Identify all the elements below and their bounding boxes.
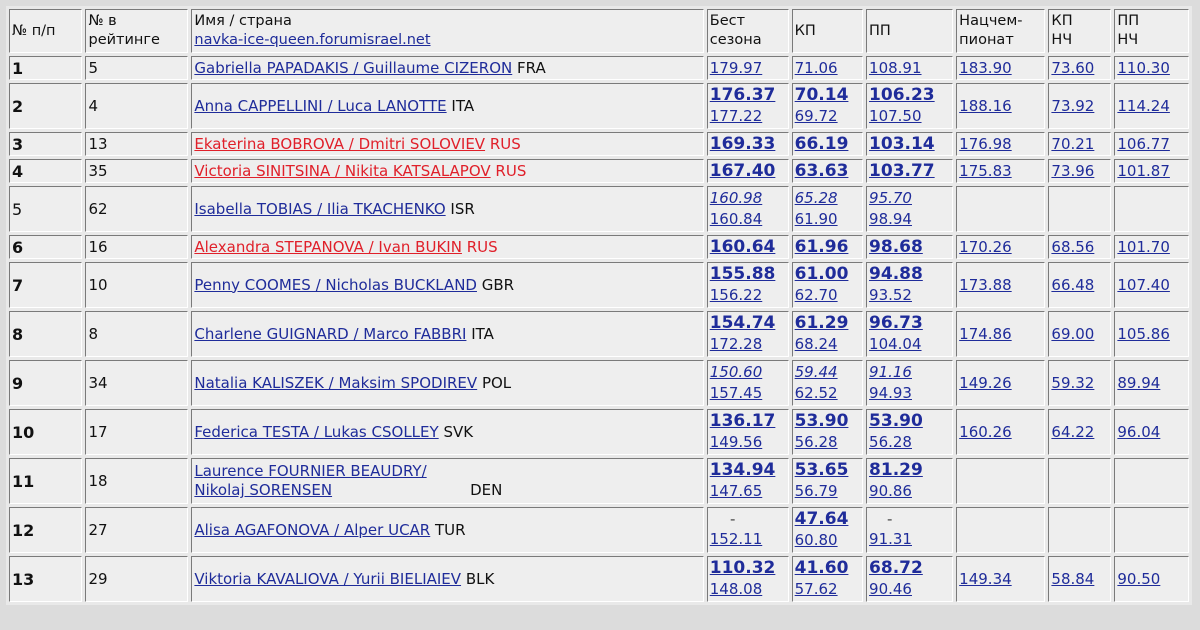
- header-rank: № в рейтинге: [85, 9, 188, 53]
- country-code: POL: [481, 373, 512, 392]
- pp-nat-cell: [1114, 458, 1189, 504]
- kp-nat-cell: [1048, 360, 1111, 406]
- nat-cell: [956, 186, 1045, 232]
- best-cell: [707, 186, 789, 232]
- best-cell: [707, 56, 789, 80]
- kp-nat-link[interactable]: 70.21: [1051, 134, 1095, 153]
- name-cell: [191, 311, 703, 357]
- pp-link[interactable]: 96.73: [869, 313, 923, 333]
- best-link-2[interactable]: 156.22: [709, 286, 763, 304]
- rank-cell: 4: [85, 83, 188, 129]
- pair-link-2[interactable]: Nikolaj SORENSEN: [194, 481, 333, 499]
- kp-cell: [792, 556, 863, 602]
- pp-nat-cell: [1114, 159, 1189, 183]
- best-link[interactable]: 179.97: [709, 58, 763, 77]
- kp-cell: [792, 311, 863, 357]
- best-cell: [707, 83, 789, 129]
- kp-link[interactable]: 61.29: [794, 313, 849, 333]
- pp-nat-cell: [1114, 360, 1189, 406]
- kp-nat-link[interactable]: 66.48: [1051, 275, 1095, 294]
- pp-cell: [866, 83, 953, 129]
- kp-nat-cell: [1048, 56, 1111, 80]
- pp-nat-cell: [1114, 56, 1189, 80]
- ice-dance-standings-table: [6, 6, 1192, 605]
- kp-link[interactable]: 41.60: [794, 558, 849, 578]
- nat-cell: [956, 262, 1045, 308]
- best-cell: [707, 132, 789, 156]
- country-code: ISR: [450, 199, 475, 218]
- kp-link[interactable]: 61.00: [794, 264, 849, 284]
- rank-cell: 17: [85, 409, 188, 455]
- kp-cell: [792, 360, 863, 406]
- kp-cell: [792, 507, 863, 553]
- pp-cell: [866, 556, 953, 602]
- best-link[interactable]: 136.17: [709, 411, 776, 431]
- pp-nat-cell: [1114, 556, 1189, 602]
- pp-link[interactable]: 106.23: [869, 85, 935, 105]
- best-link[interactable]: 110.32: [709, 558, 776, 578]
- country-code: DEN: [470, 481, 503, 499]
- pp-cell: [866, 235, 953, 259]
- nat-cell: [956, 132, 1045, 156]
- pp-link[interactable]: 53.90: [869, 411, 923, 431]
- kp-link[interactable]: 65.28: [794, 189, 838, 207]
- kp-nat-cell: [1048, 235, 1111, 259]
- kp-cell: [792, 186, 863, 232]
- pair-link[interactable]: Penny COOMES / Nicholas BUCKLAND: [194, 275, 477, 294]
- pp-nat-cell: [1114, 409, 1189, 455]
- kp-link[interactable]: 70.14: [794, 85, 849, 105]
- table-row: [9, 507, 1189, 553]
- kp-link-2[interactable]: 56.28: [794, 433, 838, 451]
- place-cell: 12: [9, 507, 82, 553]
- rank-cell: 5: [85, 56, 188, 80]
- table-row: [9, 262, 1189, 308]
- place-cell: 6: [9, 235, 82, 259]
- nat-link[interactable]: 149.26: [959, 373, 1012, 392]
- rank-cell: 13: [85, 132, 188, 156]
- best-cell: [707, 159, 789, 183]
- header-best: Бест сезона: [707, 9, 789, 53]
- country-code: SVK: [443, 422, 474, 441]
- best-cell: [707, 360, 789, 406]
- pp-cell: [866, 262, 953, 308]
- pair-link[interactable]: Gabriella PAPADAKIS / Guillaume CIZERON: [194, 58, 513, 77]
- kp-link[interactable]: 53.65: [794, 460, 849, 480]
- pp-dash: -: [887, 510, 893, 528]
- place-cell: 5: [9, 186, 82, 232]
- best-link[interactable]: 160.98: [709, 189, 763, 207]
- header-pp: ПП: [866, 9, 953, 53]
- nat-cell: [956, 159, 1045, 183]
- kp-cell: [792, 159, 863, 183]
- kp-cell: [792, 409, 863, 455]
- best-link[interactable]: 154.74: [709, 313, 776, 333]
- kp-nat-cell: [1048, 556, 1111, 602]
- rank-cell: 29: [85, 556, 188, 602]
- pp-link-2[interactable]: 90.46: [869, 580, 912, 598]
- kp-nat-link[interactable]: 64.22: [1051, 422, 1095, 441]
- nat-cell: [956, 458, 1045, 504]
- kp-link[interactable]: 66.19: [794, 133, 849, 154]
- pp-link[interactable]: 95.70: [869, 189, 912, 207]
- name-cell: [191, 458, 703, 504]
- pp-link-2[interactable]: 94.93: [869, 384, 912, 402]
- header-kp: КП: [792, 9, 863, 53]
- pp-link-2[interactable]: 93.52: [869, 286, 912, 304]
- place-cell: 11: [9, 458, 82, 504]
- pair-link[interactable]: Charlene GUIGNARD / Marco FABBRI: [194, 324, 467, 343]
- kp-cell: [792, 83, 863, 129]
- pair-link[interactable]: Natalia KALISZEK / Maksim SPODIREV: [194, 373, 478, 392]
- nat-cell: [956, 83, 1045, 129]
- kp-nat-cell: [1048, 409, 1111, 455]
- kp-link-2[interactable]: 57.62: [794, 580, 838, 598]
- kp-link-2[interactable]: 69.72: [794, 107, 838, 125]
- nat-cell: [956, 235, 1045, 259]
- rank-cell: 16: [85, 235, 188, 259]
- place-cell: 3: [9, 132, 82, 156]
- rank-cell: 27: [85, 507, 188, 553]
- best-cell: [707, 409, 789, 455]
- kp-cell: [792, 262, 863, 308]
- nat-cell: [956, 507, 1045, 553]
- country-code: GBR: [481, 275, 515, 294]
- pair-link[interactable]: Laurence FOURNIER BEAUDRY/: [194, 462, 427, 480]
- header-row: [9, 9, 1189, 53]
- kp-link[interactable]: 71.06: [794, 58, 838, 77]
- rank-cell: 34: [85, 360, 188, 406]
- best-cell: [707, 507, 789, 553]
- table-row: [9, 132, 1189, 156]
- pp-nat-cell: [1114, 311, 1189, 357]
- pp-nat-cell: [1114, 262, 1189, 308]
- nat-link[interactable]: 170.26: [959, 237, 1012, 256]
- best-link[interactable]: 160.64: [709, 236, 776, 257]
- table-row: [9, 409, 1189, 455]
- table-row: [9, 556, 1189, 602]
- best-cell: [707, 262, 789, 308]
- header-name: Имя / страна navka-ice-queen.forumisrael.net: [191, 9, 703, 53]
- pp-nat-link[interactable]: 106.77: [1117, 134, 1170, 153]
- name-cell: [191, 556, 703, 602]
- best-link-2[interactable]: 152.11: [709, 530, 763, 548]
- pp-link[interactable]: 91.16: [869, 363, 912, 381]
- kp-nat-cell: [1048, 262, 1111, 308]
- best-link-2[interactable]: 177.22: [709, 107, 763, 125]
- best-link-2[interactable]: 148.08: [709, 580, 763, 598]
- country-code: RUS: [489, 134, 521, 153]
- kp-nat-cell: [1048, 159, 1111, 183]
- kp-nat-link[interactable]: 73.96: [1051, 161, 1095, 180]
- pp-nat-cell: [1114, 235, 1189, 259]
- nat-link[interactable]: 173.88: [959, 275, 1012, 294]
- header-pp-nat: ПП НЧ: [1114, 9, 1189, 53]
- best-link-2[interactable]: 172.28: [709, 335, 763, 353]
- rank-cell: 10: [85, 262, 188, 308]
- kp-cell: [792, 458, 863, 504]
- nat-cell: [956, 56, 1045, 80]
- kp-nat-cell: [1048, 132, 1111, 156]
- kp-cell: [792, 235, 863, 259]
- name-cell: [191, 56, 703, 80]
- place-cell: 8: [9, 311, 82, 357]
- place-cell: 10: [9, 409, 82, 455]
- name-cell: [191, 186, 703, 232]
- table-row: [9, 458, 1189, 504]
- pp-link-2[interactable]: 56.28: [869, 433, 912, 451]
- nat-link[interactable]: 188.16: [959, 96, 1012, 115]
- pp-cell: [866, 458, 953, 504]
- pp-nat-cell: [1114, 507, 1189, 553]
- best-link[interactable]: 169.33: [709, 133, 776, 154]
- kp-link-2[interactable]: 62.70: [794, 286, 838, 304]
- place-cell: 9: [9, 360, 82, 406]
- nat-link[interactable]: 176.98: [959, 134, 1012, 153]
- table-row: [9, 56, 1189, 80]
- best-link[interactable]: 134.94: [709, 460, 776, 480]
- pair-link[interactable]: Alisa AGAFONOVA / Alper UCAR: [194, 520, 431, 539]
- best-link[interactable]: 155.88: [709, 264, 776, 284]
- name-cell: [191, 360, 703, 406]
- pair-link[interactable]: Isabella TOBIAS / Ilia TKACHENKO: [194, 199, 446, 218]
- pp-nat-cell: [1114, 83, 1189, 129]
- best-link-2[interactable]: 160.84: [709, 210, 763, 228]
- pp-nat-link[interactable]: 101.87: [1117, 161, 1170, 180]
- pp-cell: [866, 507, 953, 553]
- place-cell: 2: [9, 83, 82, 129]
- pp-nat-link[interactable]: 114.24: [1117, 96, 1170, 115]
- kp-nat-cell: [1048, 186, 1111, 232]
- header-nat: Нацчем- пионат: [956, 9, 1045, 53]
- kp-cell: [792, 132, 863, 156]
- best-dash: -: [729, 510, 736, 528]
- kp-link-2[interactable]: 60.80: [794, 531, 838, 549]
- kp-nat-link[interactable]: 59.32: [1051, 373, 1095, 392]
- pp-link[interactable]: 98.68: [869, 236, 923, 257]
- place-cell: 7: [9, 262, 82, 308]
- best-cell: [707, 311, 789, 357]
- pp-nat-link[interactable]: 101.70: [1117, 237, 1170, 256]
- pp-link[interactable]: 103.14: [869, 133, 935, 154]
- pp-nat-link[interactable]: 105.86: [1117, 324, 1170, 343]
- pp-cell: [866, 159, 953, 183]
- kp-link-2[interactable]: 61.90: [794, 210, 838, 228]
- country-code: TUR: [435, 520, 466, 539]
- pp-nat-link[interactable]: 107.40: [1117, 275, 1170, 294]
- pp-cell: [866, 56, 953, 80]
- kp-nat-cell: [1048, 507, 1111, 553]
- pp-link[interactable]: 103.77: [869, 160, 935, 181]
- pair-link[interactable]: Anna CAPPELLINI / Luca LANOTTE: [194, 96, 447, 115]
- best-cell: [707, 556, 789, 602]
- pp-nat-link[interactable]: 110.30: [1117, 58, 1170, 77]
- kp-nat-link[interactable]: 69.00: [1051, 324, 1095, 343]
- name-cell: [191, 132, 703, 156]
- pp-link[interactable]: 81.29: [869, 460, 923, 480]
- name-cell: [191, 159, 703, 183]
- best-link-2[interactable]: 149.56: [709, 433, 763, 451]
- table-row: [9, 186, 1189, 232]
- pair-link[interactable]: Federica TESTA / Lukas CSOLLEY: [194, 422, 439, 441]
- table-row: [9, 311, 1189, 357]
- kp-nat-cell: [1048, 458, 1111, 504]
- table-row: [9, 159, 1189, 183]
- kp-nat-link[interactable]: 73.60: [1051, 58, 1095, 77]
- country-code: RUS: [495, 161, 527, 180]
- table-row: [9, 360, 1189, 406]
- pair-link[interactable]: Alexandra STEPANOVA / Ivan BUKIN: [194, 237, 462, 256]
- results-table-container: [6, 6, 1192, 626]
- kp-link[interactable]: 63.63: [794, 160, 849, 181]
- kp-link-2[interactable]: 56.79: [794, 482, 838, 500]
- pp-cell: [866, 132, 953, 156]
- name-cell: [191, 262, 703, 308]
- name-cell: [191, 507, 703, 553]
- kp-link[interactable]: 61.96: [794, 236, 849, 257]
- pp-nat-cell: [1114, 132, 1189, 156]
- table-row: [9, 83, 1189, 129]
- rank-cell: 18: [85, 458, 188, 504]
- pp-cell: [866, 186, 953, 232]
- pp-nat-link[interactable]: 89.94: [1117, 373, 1161, 392]
- pp-link[interactable]: 108.91: [869, 58, 922, 77]
- country-code: ITA: [471, 324, 494, 343]
- best-link[interactable]: 167.40: [709, 160, 776, 181]
- kp-link-2[interactable]: 68.24: [794, 335, 838, 353]
- pp-link[interactable]: 68.72: [869, 558, 923, 578]
- pp-nat-link[interactable]: 96.04: [1117, 422, 1161, 441]
- kp-cell: [792, 56, 863, 80]
- nat-link[interactable]: 160.26: [959, 422, 1012, 441]
- kp-nat-cell: [1048, 311, 1111, 357]
- pair-link[interactable]: Victoria SINITSINA / Nikita KATSALAPOV: [194, 161, 491, 180]
- best-link-2[interactable]: 147.65: [709, 482, 763, 500]
- best-cell: [707, 458, 789, 504]
- name-cell: [191, 235, 703, 259]
- best-link[interactable]: 150.60: [709, 363, 763, 381]
- header-place: № п/п: [9, 9, 82, 53]
- pp-link-2[interactable]: 98.94: [869, 210, 912, 228]
- place-cell: 1: [9, 56, 82, 80]
- nat-link[interactable]: 174.86: [959, 324, 1012, 343]
- pp-cell: [866, 360, 953, 406]
- pp-cell: [866, 311, 953, 357]
- pp-link-2[interactable]: 104.04: [869, 335, 922, 353]
- place-cell: 13: [9, 556, 82, 602]
- best-link[interactable]: 176.37: [709, 85, 776, 105]
- place-cell: 4: [9, 159, 82, 183]
- kp-link-2[interactable]: 62.52: [794, 384, 838, 402]
- pp-nat-link[interactable]: 90.50: [1117, 569, 1161, 588]
- pp-link-2[interactable]: 107.50: [869, 107, 922, 125]
- country-code: FRA: [517, 58, 546, 77]
- nat-link[interactable]: 149.34: [959, 569, 1012, 588]
- rank-cell: 8: [85, 311, 188, 357]
- pp-link-2[interactable]: 90.86: [869, 482, 912, 500]
- kp-link[interactable]: 47.64: [794, 509, 849, 529]
- nat-cell: [956, 311, 1045, 357]
- pp-link-2[interactable]: 91.31: [869, 530, 912, 548]
- nat-link[interactable]: 175.83: [959, 161, 1012, 180]
- pp-nat-cell: [1114, 186, 1189, 232]
- kp-link[interactable]: 59.44: [794, 363, 838, 381]
- best-cell: [707, 235, 789, 259]
- pp-link[interactable]: 94.88: [869, 264, 923, 284]
- forum-link[interactable]: navka-ice-queen.forumisrael.net: [194, 32, 431, 48]
- name-cell: [191, 409, 703, 455]
- table-row: [9, 235, 1189, 259]
- country-code: BLK: [465, 569, 495, 588]
- kp-nat-link[interactable]: 68.56: [1051, 237, 1095, 256]
- nat-cell: [956, 360, 1045, 406]
- best-link-2[interactable]: 157.45: [709, 384, 763, 402]
- kp-nat-cell: [1048, 83, 1111, 129]
- nat-cell: [956, 409, 1045, 455]
- header-kp-nat: КП НЧ: [1048, 9, 1111, 53]
- nat-cell: [956, 556, 1045, 602]
- pp-cell: [866, 409, 953, 455]
- country-code: ITA: [451, 96, 475, 115]
- country-code: RUS: [466, 237, 498, 256]
- name-cell: [191, 83, 703, 129]
- nat-link[interactable]: 183.90: [959, 58, 1012, 77]
- pair-link[interactable]: Ekaterina BOBROVA / Dmitri SOLOVIEV: [194, 134, 486, 153]
- kp-nat-link[interactable]: 58.84: [1051, 569, 1095, 588]
- kp-nat-link[interactable]: 73.92: [1051, 96, 1095, 115]
- kp-link[interactable]: 53.90: [794, 411, 849, 431]
- rank-cell: 62: [85, 186, 188, 232]
- rank-cell: 35: [85, 159, 188, 183]
- pair-link[interactable]: Viktoria KAVALIOVA / Yurii BIELIAIEV: [194, 569, 462, 588]
